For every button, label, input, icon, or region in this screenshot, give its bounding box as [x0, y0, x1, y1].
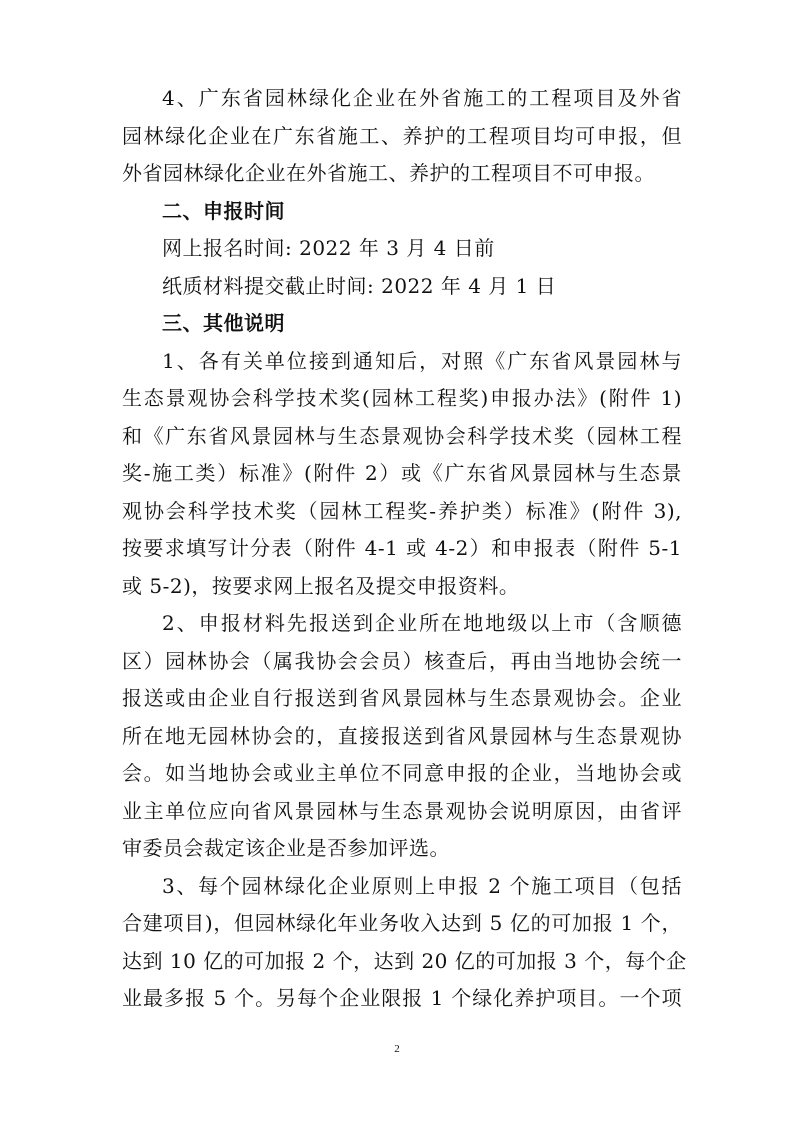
paper-submission-deadline: 纸质材料提交截止时间: 2022 年 4 月 1 日: [162, 273, 557, 298]
paragraph-line: 园林绿化企业在广东省施工、养护的工程项目均可申报，但: [122, 123, 682, 148]
paragraph-line: 报送或由企业自行报送到省风景园林与生态景观协会。企业: [122, 686, 682, 710]
paragraph-line: 和《广东省风景园林与生态景观协会科学技术奖（园林工程: [122, 423, 682, 448]
paragraph-line: 按要求填写计分表（附件 4-1 或 4-2）和申报表（附件 5-1: [122, 536, 682, 560]
paragraph-line: 达到 10 亿的可加报 2 个，达到 20 亿的可加报 3 个，每个企: [122, 948, 687, 973]
page-number: 2: [394, 1043, 400, 1055]
paragraph-line: 2、申报材料先报送到企业所在地地级以上市（含顺德: [162, 611, 682, 635]
paragraph-line: 区）园林协会（属我协会会员）核查后，再由当地协会统一: [122, 648, 682, 673]
paragraph-line: 或 5-2)，按要求网上报名及提交申报资料。: [122, 573, 520, 598]
paragraph-line: 生态景观协会科学技术奖(园林工程奖)申报办法》(附件 1): [122, 386, 682, 410]
paragraph-line: 合建项目)，但园林绿化年业务收入达到 5 亿的可加报 1 个，: [122, 911, 682, 935]
paragraph-line: 所在地无园林协会的，直接报送到省风景园林与生态景观协: [122, 723, 682, 748]
section-heading-application-time: 二、申报时间: [162, 198, 285, 223]
paragraph-line: 审委员会裁定该企业是否参加评选。: [122, 836, 450, 860]
paragraph-line: 外省园林绿化企业在外省施工、养护的工程项目不可申报。: [122, 161, 655, 185]
paragraph-line: 观协会科学技术奖（园林工程奖-养护类）标准》(附件 3),: [122, 498, 682, 523]
section-heading-other-notes: 三、其他说明: [162, 311, 285, 335]
online-registration-time: 网上报名时间: 2022 年 3 月 4 日前: [162, 236, 495, 260]
paragraph-line: 会。如当地协会或业主单位不同意申报的企业，当地协会或: [122, 761, 682, 785]
paragraph-line: 4、广东省园林绿化企业在外省施工的工程项目及外省: [162, 86, 682, 110]
paragraph-line: 3、每个园林绿化企业原则上申报 2 个施工项目（包括: [162, 873, 682, 898]
paragraph-line: 1、各有关单位接到通知后，对照《广东省风景园林与: [162, 348, 682, 373]
paragraph-line: 业最多报 5 个。另每个企业限报 1 个绿化养护项目。一个项: [122, 986, 682, 1010]
paragraph-line: 奖-施工类）标准》(附件 2）或《广东省风景园林与生态景: [122, 461, 682, 485]
paragraph-line: 业主单位应向省风景园林与生态景观协会说明原因，由省评: [122, 798, 682, 823]
body-text: [122, 80, 687, 1018]
